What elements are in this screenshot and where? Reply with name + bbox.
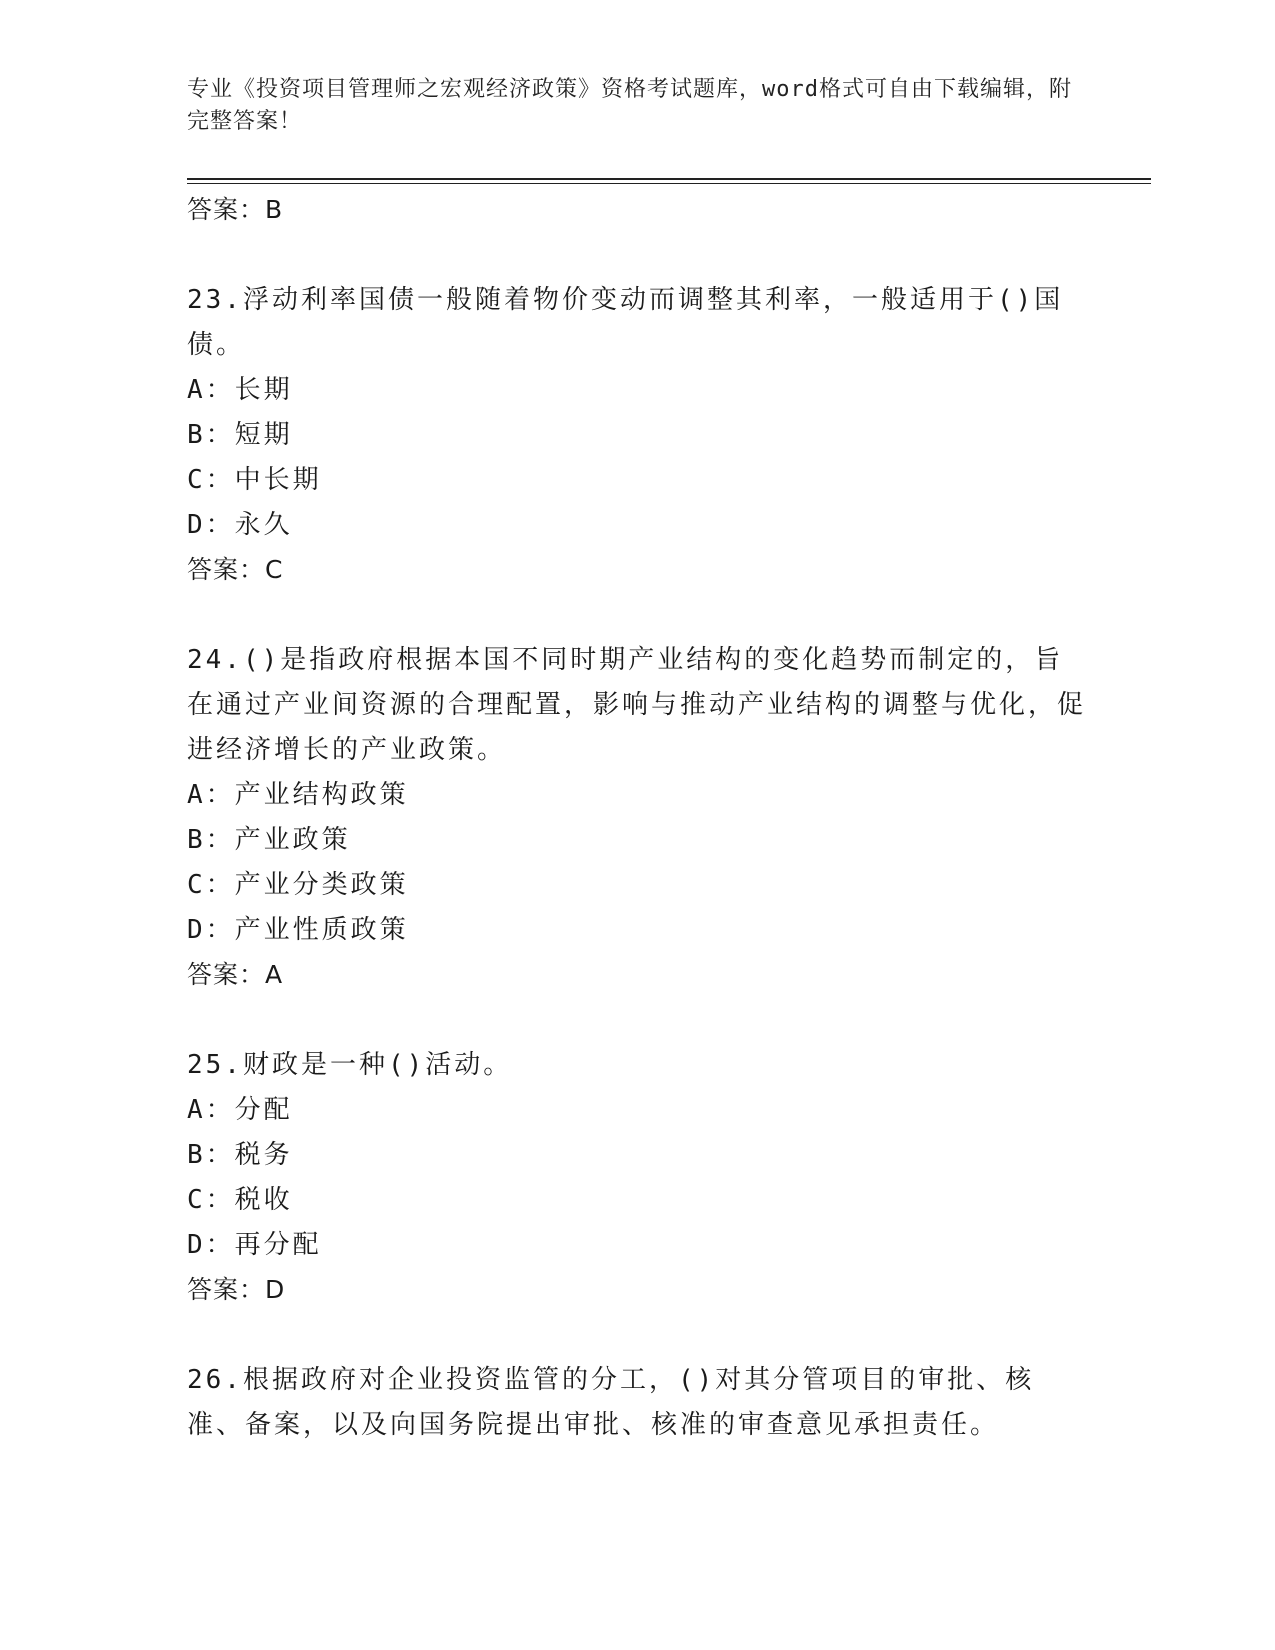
option-b: B：产业政策 xyxy=(187,825,351,855)
option-b: B：短期 xyxy=(187,420,293,450)
question-25 xyxy=(187,1043,1087,1310)
question-24 xyxy=(187,638,1087,995)
option-b: B：税务 xyxy=(187,1140,293,1170)
answer: 答案：D xyxy=(187,1275,286,1304)
option-d: D：产业性质政策 xyxy=(187,915,409,945)
option-a: A：产业结构政策 xyxy=(187,780,409,810)
answer: 答案：A xyxy=(187,960,284,989)
option-a: A：长期 xyxy=(187,375,293,405)
question-text: 25.财政是一种()活动。 xyxy=(187,1050,513,1080)
option-a: A：分配 xyxy=(187,1095,293,1125)
option-c: C：税收 xyxy=(187,1185,293,1215)
header-rule-thin xyxy=(187,183,1151,184)
option-c: C：产业分类政策 xyxy=(187,870,409,900)
answer-prev: 答案：B xyxy=(187,195,284,224)
answer: 答案：C xyxy=(187,555,284,584)
question-text: 23.浮动利率国债一般随着物价变动而调整其利率，一般适用于()国债。 xyxy=(187,285,1064,360)
option-c: C：中长期 xyxy=(187,465,322,495)
question-text: 26.根据政府对企业投资监管的分工，()对其分管项目的审批、核准、备案，以及向国务院提出审批、核准的审查意见承担责任。 xyxy=(187,1365,1035,1440)
option-d: D：再分配 xyxy=(187,1230,322,1260)
header-rule-thick xyxy=(187,178,1151,180)
question-text: 24.()是指政府根据本国不同时期产业结构的变化趋势而制定的，旨在通过产业间资源的合理配置，影响与推动产业结构的调整与优化，促进经济增长的产业政策。 xyxy=(187,645,1087,765)
question-23 xyxy=(187,278,1087,590)
option-d: D：永久 xyxy=(187,510,293,540)
document-header xyxy=(187,74,1077,138)
question-list xyxy=(187,190,1087,1448)
question-26 xyxy=(187,1358,1087,1448)
header-text: 专业《投资项目管理师之宏观经济政策》资格考试题库，word格式可自由下载编辑，附完整答案！ xyxy=(187,77,1072,134)
